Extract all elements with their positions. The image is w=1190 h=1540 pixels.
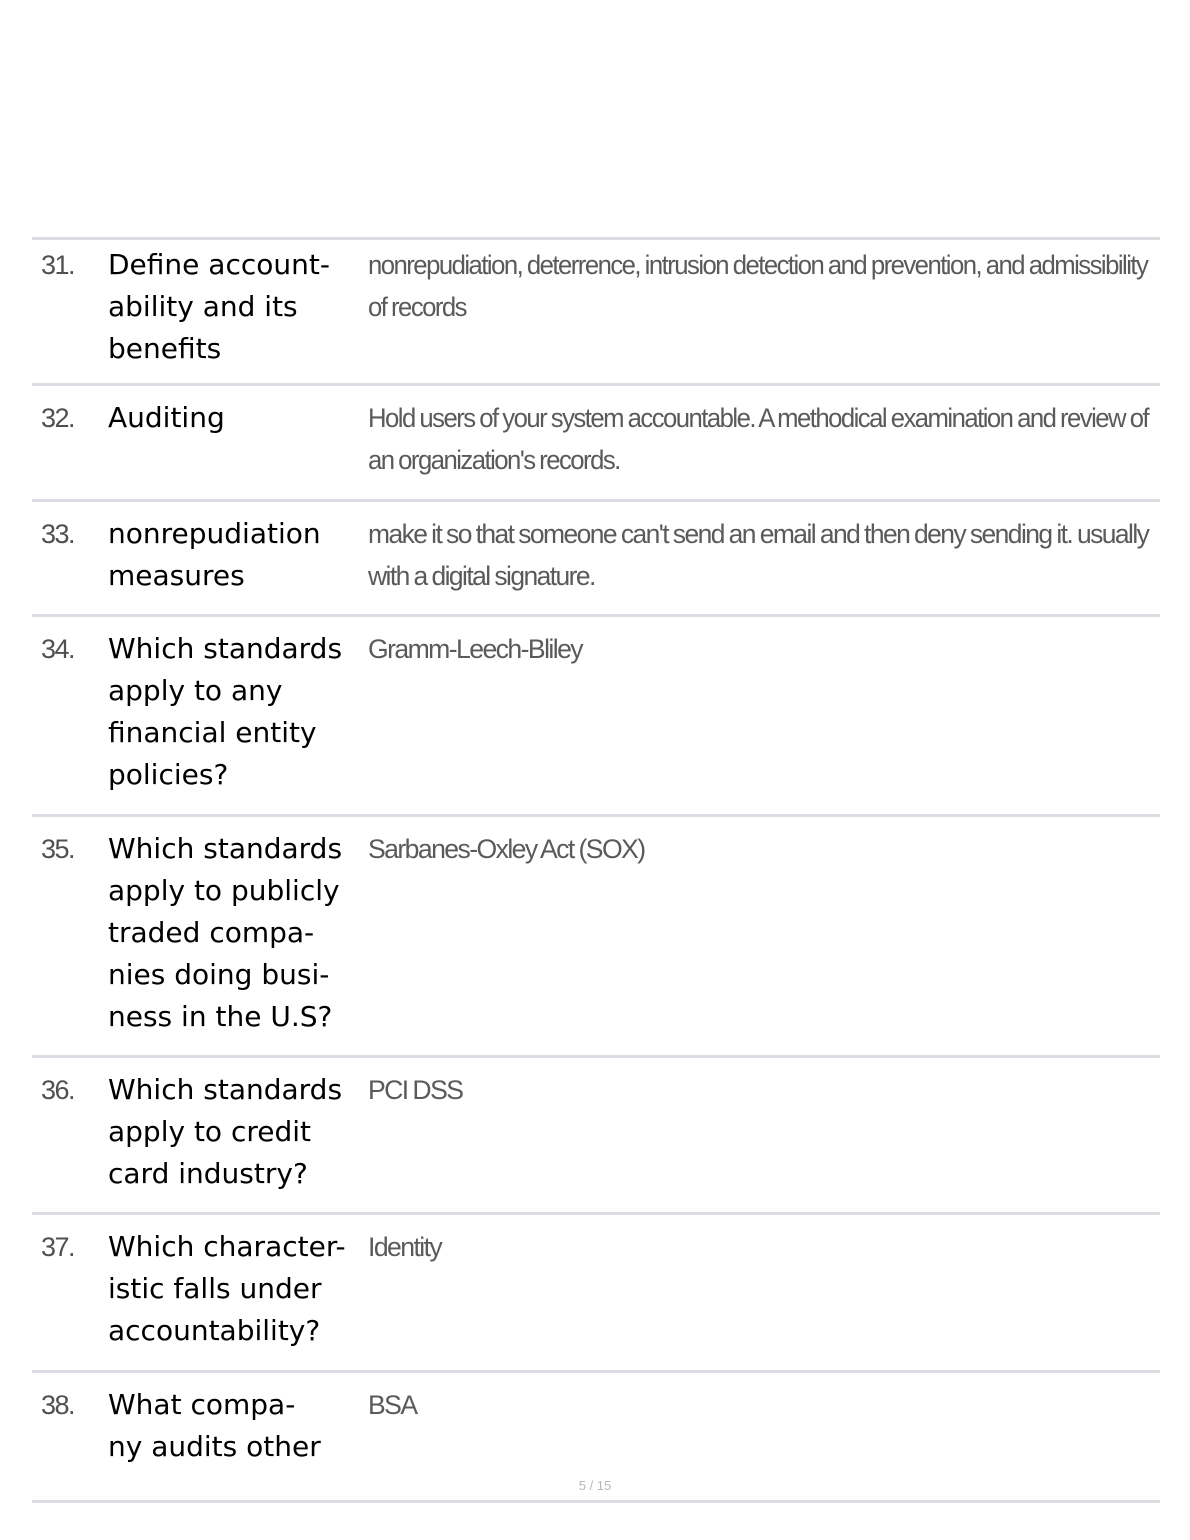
card-number: 38.: [41, 1390, 75, 1420]
term-line: traded compa-: [108, 916, 315, 949]
flashcard-row: [32, 617, 1160, 817]
page-indicator: 5 / 15: [578, 1478, 612, 1493]
term-line: Which standards: [108, 632, 343, 665]
card-term: [108, 628, 368, 814]
card-definition: [368, 244, 1188, 383]
term-line: ness in the U.S?: [108, 1000, 333, 1033]
term-line: nies doing busi-: [108, 958, 330, 991]
term-line: apply to publicly: [108, 874, 340, 907]
term-line: Define account-: [108, 248, 330, 281]
term-line: Which character-: [108, 1230, 346, 1263]
term-line: Which standards: [108, 1073, 343, 1106]
term-line: apply to credit: [108, 1115, 312, 1148]
flashcard-row: [32, 1215, 1160, 1373]
card-term: [108, 828, 368, 1055]
term-line: istic falls under: [108, 1272, 322, 1305]
card-number: 31.: [41, 250, 75, 280]
card-definition: [368, 828, 1160, 1055]
card-term: [108, 1069, 368, 1212]
term-line: benefits: [108, 332, 222, 365]
definition-line: Gramm-Leech-Bliley: [368, 634, 583, 664]
flashcard-row: [32, 240, 1160, 386]
card-term: [108, 397, 368, 499]
card-number: 34.: [41, 634, 75, 664]
flashcard-row: [32, 502, 1160, 617]
term-line: accountability?: [108, 1314, 321, 1347]
definition-line: Identity: [368, 1232, 442, 1262]
term-line: measures: [108, 559, 245, 592]
flashcard-list: [32, 237, 1160, 1503]
term-line: policies?: [108, 758, 229, 791]
card-number: 36.: [41, 1075, 75, 1105]
card-definition: [368, 628, 1160, 814]
flashcard-row: [32, 817, 1160, 1058]
definition-line: with a digital signature.: [368, 561, 595, 591]
card-definition: [368, 513, 1165, 614]
term-line: nonrepudiation: [108, 517, 321, 550]
term-line: Which standards: [108, 832, 343, 865]
term-line: apply to any: [108, 674, 283, 707]
term-line: ny audits other: [108, 1430, 321, 1463]
definition-line: an organization's records.: [368, 445, 620, 475]
definition-line: of records: [368, 292, 467, 322]
term-line: card industry?: [108, 1157, 308, 1190]
card-term: [108, 1226, 368, 1370]
flashcard-row: [32, 1058, 1160, 1215]
definition-line: make it so that someone can't send an email and then deny sending it. usually: [368, 519, 1149, 549]
definition-line: BSA: [368, 1390, 417, 1420]
card-number: 33.: [41, 519, 75, 549]
term-line: Auditing: [108, 401, 225, 434]
term-line: financial entity: [108, 716, 317, 749]
term-line: ability and its: [108, 290, 298, 323]
card-number: 37.: [41, 1232, 75, 1262]
flashcard-row: [32, 386, 1160, 502]
card-definition: [368, 1069, 1160, 1212]
card-definition: [368, 397, 1188, 499]
definition-line: Sarbanes-Oxley Act (SOX): [368, 834, 645, 864]
card-number: 35.: [41, 834, 75, 864]
card-definition: [368, 1226, 1160, 1370]
definition-line: nonrepudiation, deterrence, intrusion detection and prevention, and admissibility: [368, 250, 1148, 280]
card-term: [108, 244, 368, 383]
card-term: [108, 513, 368, 614]
card-number: 32.: [41, 403, 75, 433]
definition-line: PCI DSS: [368, 1075, 463, 1105]
term-line: What compa-: [108, 1388, 296, 1421]
definition-line: Hold users of your system accountable. A methodical examination and review of: [368, 403, 1149, 433]
